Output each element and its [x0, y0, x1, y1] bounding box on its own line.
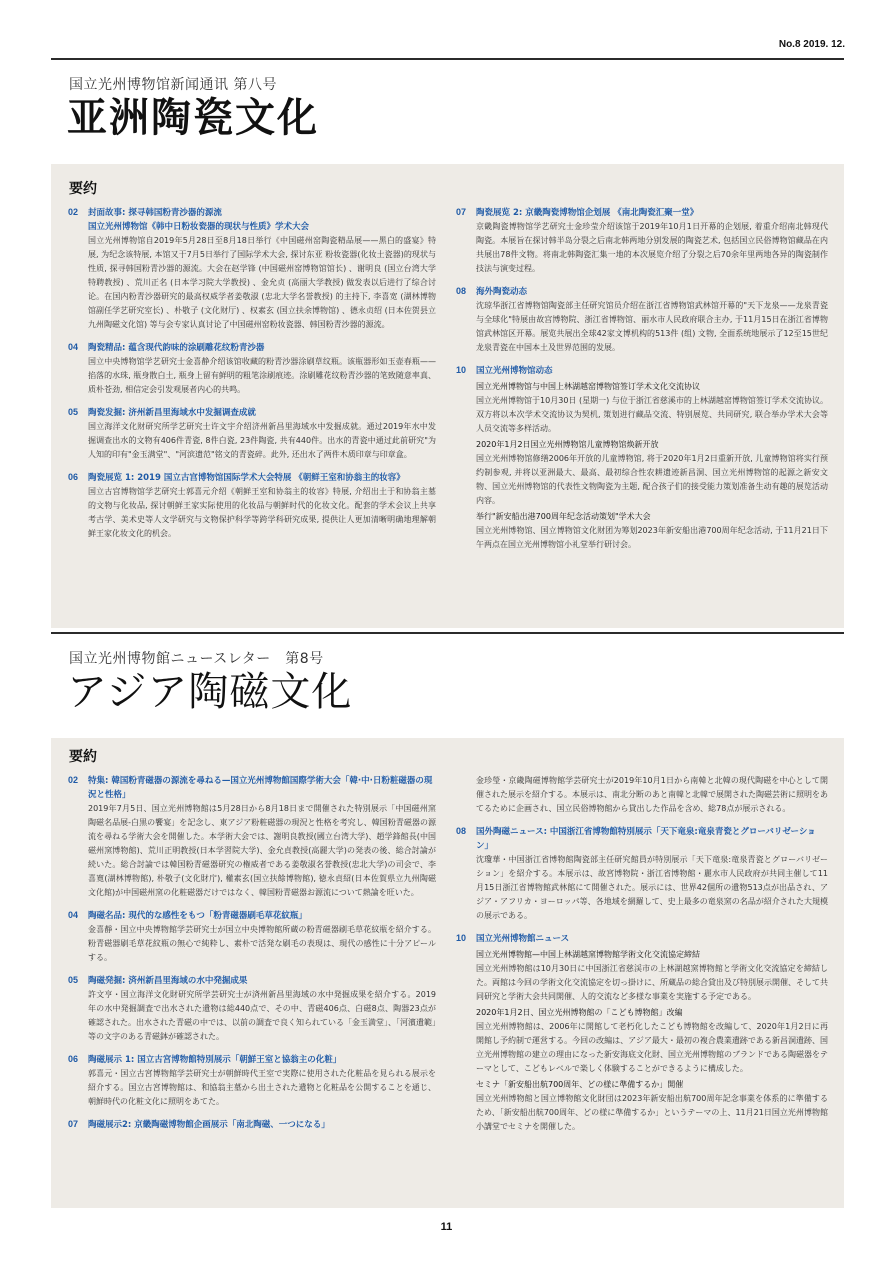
section-header [51, 60, 844, 164]
news-item-title: 国立光州博物馆与中国上林湖越窑博物馆签订学术文化交流协议 [476, 382, 700, 391]
summary-entry [68, 909, 436, 965]
summary-entry [68, 206, 436, 332]
summary-entry [456, 932, 828, 1134]
summary-entry [456, 206, 828, 276]
news-item-title: 举行"新安船出港700周年纪念活动策划"学术大会 [476, 512, 651, 521]
news-item-body: 国立光州博物館は10月30日に中国浙江省慈渓市の上林湖越窯博物館と学術文化交流協定を締結した。両館は今回の学術文化交流協定を切っ掛けに、所蔵品の総合貸出及び特別展示開催、そして共同研究と学術大会共同開催、人的交流など多様な事業を実施する予定である。 [476, 964, 828, 1001]
entry-page-number: 05 [68, 407, 79, 417]
entry-page-number: 06 [68, 472, 79, 482]
entry-body: 京畿陶瓷博物馆学艺研究士金珍莹介绍该馆于2019年10月1日开幕的企划展, 着重介绍南北韩现代陶瓷。本展旨在探讨韩半岛分裂之后南北韩两地分别发展的陶瓷艺术, 包括国立民俗博物馆藏品在内共展出78件文物。将南北韩陶瓷汇集一地的本次展览介绍了分裂之后70余年里两地各异的陶瓷制作技法与演变过程。 [476, 222, 828, 273]
news-item-title: 2020年1月2日国立光州博物馆儿童博物馆焕新开放 [476, 440, 659, 449]
entry-page-number: 08 [456, 826, 467, 836]
summary-entry [68, 974, 436, 1044]
entry-page-number: 10 [456, 933, 467, 943]
newsletter-subtitle: 国立光州博物館ニュースレター 第8号 [69, 651, 324, 667]
entry-subheading: 国立光州博物馆《韩中日粉妆瓷器的现状与性质》学术大会 [88, 222, 310, 232]
summary-entry [68, 1118, 436, 1132]
news-item-title: 国立光州博物館—中国上林湖越窯博物館学術文化交流協定締結 [476, 950, 700, 959]
entry-page-number: 06 [68, 1054, 79, 1064]
newsletter-title: 亚洲陶瓷文化 [67, 95, 319, 141]
entry-heading: 国立光州博物館ニュース [476, 934, 570, 944]
entry-heading: 陶磁発掘: 済州新昌里海域の水中発掘成果 [88, 976, 248, 986]
summary-entry [456, 364, 828, 552]
japanese-section [51, 632, 844, 1208]
entry-body: 沈瓊華・中国浙江省博物館陶瓷部主任研究館員が特別展示「天下竜泉:竜泉青瓷とグローバリゼーション」を紹介する。本展示は、故宮博物院・浙江省博物館・麗水市人民政府が共同主催して11月15日浙江省博物館武林館にて開催された。展示には、世界42個所の遺物513点が出品され、アジア・アフリカ・ヨーロッパ等、各地域を網羅して、史上最多の竜泉窯の名品が紹介された大規模の展示である。 [476, 855, 828, 920]
newsletter-title: アジア陶磁文化 [67, 669, 353, 715]
entry-heading: 国外陶磁ニュース: 中国浙江省博物館特別展示「天下竜泉:竜泉青瓷とグローバリゼーション」 [476, 827, 816, 851]
news-item-body: 国立光州博物馆、国立博物馆文化财团为筹划2023年新安船出港700周年纪念活动, 于11月21日下午两点在国立光州博物馆小礼堂举行研讨会。 [476, 526, 828, 549]
summary-column-right [456, 206, 828, 561]
entry-page-number: 02 [68, 207, 79, 217]
section-header [51, 634, 844, 738]
summary-label: 要约 [69, 181, 97, 197]
summary-entry [456, 285, 828, 355]
entry-heading: 国立光州博物馆动态 [476, 366, 553, 376]
entry-heading: 特集: 韓国粉青磁器の源流を尋ねる—国立光州博物館国際学術大会「韓·中·日粉粧磁器の現況と性格」 [88, 776, 433, 800]
entry-body: 金喜靜・国立中央博物館学芸研究士が国立中央博物館所蔵の粉青磁器刷毛草花紋瓶を紹介する。粉青磁器刷毛草花紋瓶の無心で純粋し、素朴で活発な刷毛の表現は、現代の感性に十分アピールする。 [88, 925, 436, 962]
entry-body: 国立光州博物馆自2019年5月28日至8月18日举行《中国磁州窑陶瓷精品展——黑白的盛宴》特展, 为纪念该特展, 本馆又于7月5日举行了国际学术大会, 探讨东亚 粉妆瓷器(化妆土瓷器)的现状与性质, 探寻韩国粉青沙器的源流。大会在赵学锋 (中国磁州窑博物馆馆长) 、谢明良 (国立台湾大学特聘教授) 、荒川正名 (日本学习院大学教授) 、金允贞 (高丽大学教授) 做发表以后进行了综合讨论。在国内粉青沙器研究的最高权威学者姜敬淑 (忠北大学名誉教授) 的主持下, 李喜宽 (湖林博物馆副任学艺研究室长) 、朴敬子 (文化财厅) 、权素玄 (国立扶余博物馆) 、德永贞绍 (日本佐贺县立九州陶磁文化馆) 等与会专家认真讨论了中国磁州窑粉妆瓷器、韩国粉青沙器的源流。 [88, 236, 436, 329]
entry-page-number: 02 [68, 775, 79, 785]
issue-number: No.8 2019. 12. [778, 39, 845, 50]
summary-entry [68, 341, 436, 397]
entry-heading: 陶瓷精品: 蕴含现代韵味的涂刷雕花纹粉青沙器 [88, 343, 265, 353]
news-item-body: 国立光州博物馆修缮2006年开放的儿童博物馆, 将于2020年1月2日重新开放, 儿童博物馆将实行预约制参观, 并将以亚洲最大、最高、最初综合性农耕遗迹新昌洞、国立光州博物馆的起源之新安文物、国立光州博物馆的代表性文物陶瓷为主题, 配合孩子们的接受能力策划准备生动有趣的展览活动内容。 [476, 454, 828, 505]
entry-page-number: 04 [68, 342, 79, 352]
entry-heading: 陶磁展示2: 京畿陶磁博物館企画展示「南北陶磁、一つになる」 [88, 1120, 330, 1130]
entry-heading: 陶瓷展览 1: 2019 国立古宫博物馆国际学术大会特展 《朝鲜王室和协翁主的妆容》 [88, 473, 405, 483]
news-item-body: 国立光州博物馆于10月30日 (星期一) 与位于浙江省慈溪市的上林湖越窑博物馆签订学术交流协议。双方将以本次学术交流协议为契机, 策划进行藏品交流、特别展览、共同研究, 联合举办学术大会等人员交流等多样活动。 [476, 396, 828, 433]
summary-entry [68, 471, 436, 541]
news-item-title: 2020年1月2日、国立光州博物館の「こども博物館」改編 [476, 1008, 683, 1017]
entry-body: 郭喜元・国立古宮博物館学芸研究士が朝鮮時代王室で実際に使用された化粧品を見られる展示を紹介する。国立古宮博物館は、和協翁主墓から出土された遺物と化粧品を公開することを通じ、朝鮮時代の化粧文化に照明をあてた。 [88, 1069, 436, 1106]
page-number: 11 [440, 1221, 453, 1233]
entry-page-number: 04 [68, 910, 79, 920]
entry-page-number: 10 [456, 365, 467, 375]
entry-body: 金珍瑩・京畿陶磁博物館学芸研究士が2019年10月1日から南韓と北韓の現代陶磁を中心として開催された展示を紹介する。本展示は、南北分断のあと南韓と北韓で展開された陶磁芸術に照明をあてるために企画され、国立民俗博物館から貸出した作品を含め、総78点が展示される。 [476, 776, 828, 813]
summary-entry [68, 1053, 436, 1109]
summary-entry [68, 406, 436, 462]
entry-heading: 封面故事: 探寻韩国粉青沙器的源流 [88, 208, 222, 218]
summary-label: 要約 [69, 749, 97, 765]
entry-body: 許文亨・国立海洋文化財研究所学芸研究士が済州新昌里海域の水中発掘成果を紹介する。2019年の水中発掘調査で出水された遺物は総440点で、その中、青磁406点、白磁8点、陶器23点が確認された。出水された青磁の中では、以前の調査で良く知られている「金玉満堂」、「河濱遺範」等の文字のある青磁鉢が確認された。 [88, 990, 436, 1041]
summary-entry [456, 825, 828, 923]
news-item-body: 国立光州博物館と国立博物館文化財団は2023年新安船出航700周年記念事業を体系的に準備するため、「新安船出航700周年、どの様に準備するか」というテーマの上、11月21日国立光州博物館小講堂でセミナを開催した。 [476, 1094, 828, 1131]
entry-continuation [456, 774, 828, 816]
summary-column-left [68, 774, 436, 1141]
entry-body: 2019年7月5日、国立光州博物館は5月28日から8月18日まで開催された特別展示「中国磁州窯陶磁名品展-白黒の饗宴」を記念し、東アジア粉粧磁器の現況と性格を考究し、韓国粉青磁器の源流を尋ねる学術大会を開催した。本学術大会では、謝明良教授(國立台湾大学)、趙学鋒館長(中国磁州窯博物館)、荒川正明教授(日本学習院大学)、金允貞教授(高麗大学)の発表の後、総合討論が続いた。総合討論では韓国粉青磁器研究の権威者である姜敬淑名誉教授(忠北大学)の司会で、李喜寛(湖林博物館), 朴敬子(文化財庁), 權素玄(国立扶餘博物館), 徳永貞紹(日本佐賀県立九州陶磁文化館)が中国磁州窯の化粧磁器だけではなく、韓国粉青磁器お源流について熱論を旺いた。 [88, 804, 436, 897]
entry-heading: 陶瓷展览 2: 京畿陶瓷博物馆企划展 《南北陶瓷汇聚一堂》 [476, 208, 699, 218]
entry-page-number: 07 [68, 1119, 79, 1129]
chinese-section [51, 58, 844, 628]
entry-heading: 陶磁展示 1: 国立古宮博物館特別展示「朝鮮王室と協翁主の化粧」 [88, 1055, 342, 1065]
entry-body: 国立中央博物馆学艺研究士金喜静介绍该馆收藏的粉青沙器涂刷草纹瓶。该瓶器形如玉壶春瓶——掐落的水珠, 瓶身散白土, 瓶身上留有鲜明的粗笔涂刷痕迹。涂刷雕花纹粉青沙器的笔致随意率真、质朴苍劲, 相信定会引发观展者内心的共鸣。 [88, 357, 436, 394]
entry-body: 沈琼华浙江省博物馆陶瓷部主任研究馆员介绍在浙江省博物馆武林馆开幕的"天下龙泉——龙泉青瓷与全球化"特展由故宫博物院、浙江省博物馆、丽水市人民政府联合主办, 于11月15日在浙江省博物馆武林馆区开幕。展览共展出全球42家文博机构的513件 (组) 文物, 全面系统地展示了12至15世纪龙泉青瓷在中国本土及世界范围的发展。 [476, 301, 828, 352]
entry-heading: 陶磁名品: 現代的な感性をもつ「粉青磁器刷毛草花紋瓶」 [88, 911, 307, 921]
entry-page-number: 07 [456, 207, 467, 217]
summary-entry [68, 774, 436, 900]
entry-heading: 海外陶瓷动态 [476, 287, 528, 297]
entry-body: 国立海洋文化财研究所学艺研究士许文宇介绍济州新昌里海域水中发掘成就。通过2019年水中发掘调查出水的文物有406件青瓷, 8件白瓷, 23件陶瓷, 共有440件。出水的青瓷中通过此前研究"为人知的印有"金玉满堂"、"河滨遗范"铭文的青瓷碎。此外, 还出水了两件木质印章与印章盒。 [88, 422, 436, 459]
summary-column-left [68, 206, 436, 550]
entry-body: 国立古宫博物馆学艺研究士郭喜元介绍《朝鲜王室和协翁主的妆容》特展, 介绍出土于和协翁主墓的文物与化妆品, 探讨朝鲜王家实际使用的化妆品与朝鲜时代的化妆文化。配套的学术会议上共享考古学、美术史等人文学研究与文物保护科学等跨学科研究成果, 提供让人更加清晰明确地理解朝鲜王家化妆文化的机会。 [88, 487, 436, 538]
news-item-body: 国立光州博物館は、2006年に開館して老朽化したこども博物館を改編して、2020年1月2日に再開館し予約制で運営する。今回の改編は、アジア最大・最初の複合農業遺跡である新昌洞遺跡、国立光州博物館の建立の理由になった新安海底文化財、国立光州博物館のブランドである陶磁器をテーマとして、こどもレベルで楽しく体験することができるように構成した。 [476, 1022, 828, 1073]
news-item-title: セミナ「新安船出航700周年、どの様に準備するか」開催 [476, 1080, 684, 1089]
newsletter-subtitle: 国立光州博物馆新闻通讯 第八号 [69, 77, 277, 93]
entry-heading: 陶瓷发掘: 济州新昌里海域水中发掘调查成就 [88, 408, 256, 418]
entry-page-number: 05 [68, 975, 79, 985]
entry-page-number: 08 [456, 286, 467, 296]
summary-column-right [456, 774, 828, 1143]
